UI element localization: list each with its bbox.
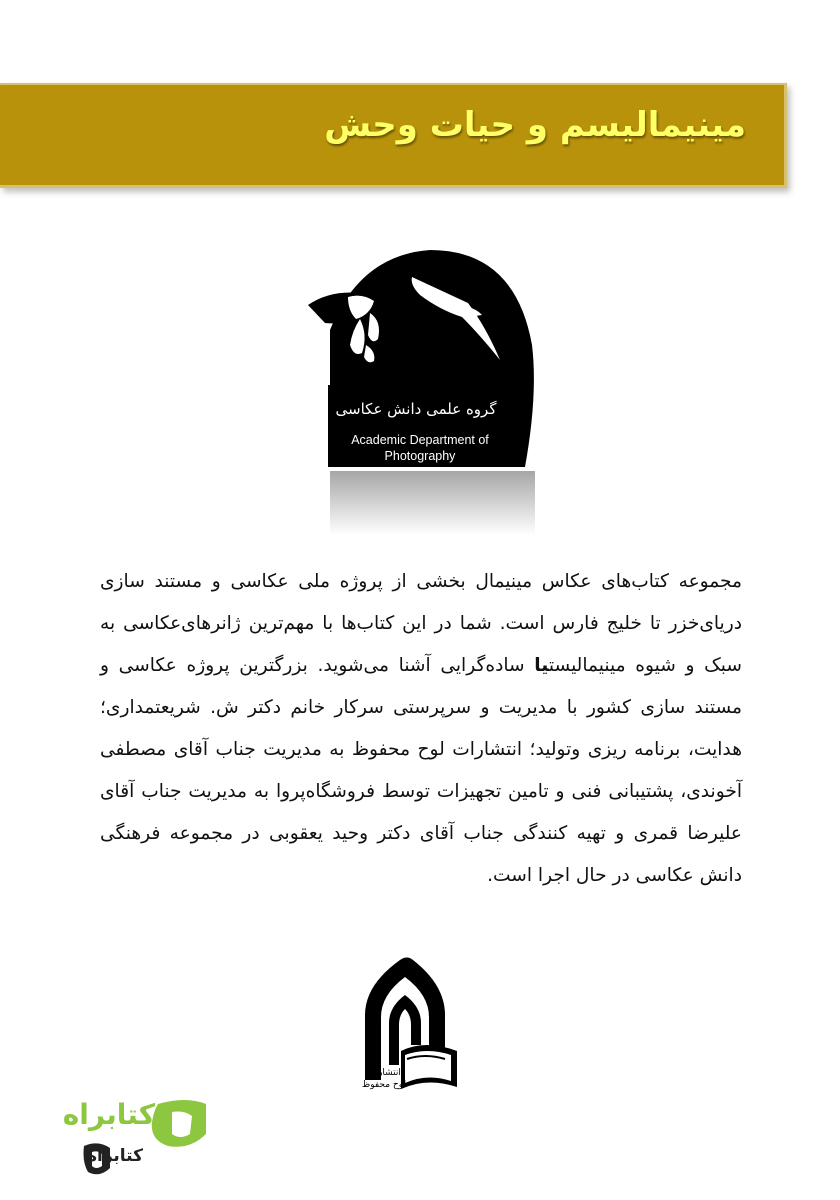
department-emblem: [290, 235, 550, 535]
emblem-graphic: [290, 235, 550, 535]
paragraph-bold-word: یا: [534, 655, 549, 676]
emblem-english-line: Photography: [384, 449, 456, 463]
paragraph-text: مجموعه کتاب‌های عکاس مینیمال بخشی از پروژه ملی عکاسی و مستند سازی دریای‌خزر تا خلیج فارس است. شما در این کتاب‌ها با مهم‌ترین ژانرهای‌عکاسی به سبک و شیوه مینیمالیست: [100, 571, 742, 676]
page-title: مینیمالیسم و حیات وحش: [324, 105, 746, 145]
paragraph-text: ساده‌گرایی آشنا می‌شوید. بزرگترین پروژه عکاسی و مستند سازی کشور با مدیریت و سرپرستی سرکار خانم دکتر ش. شریعتمداری؛ هدایت، برنامه ریزی وتولید؛ انتشارات لوح محفوظ به مدیریت جناب آقای مصطفی آخوندی، پشتیبانی فنی و تامین تجهیزات توسط فروشگاه‌پروا به مدیریت جناب آقای علیرضا قمری و تهیه کنندگی جناب آقای دکتر وحید یعقوبی در مجموعه فرهنگی دانش عکاسی در حال اجرا است.: [100, 655, 742, 886]
watermark-logo: [40, 1090, 215, 1185]
title-band: [0, 83, 787, 188]
publisher-label-line: لوح محفوظ: [361, 1080, 407, 1090]
publisher-label: [345, 1067, 423, 1091]
watermark-text-small: کتابراه: [86, 1146, 143, 1166]
publisher-logo: [345, 955, 475, 1095]
emblem-persian-label: گروه علمی دانش عکاسی: [335, 400, 497, 418]
intro-paragraph: [100, 561, 742, 897]
publisher-label-line: انتشارات: [367, 1068, 401, 1078]
watermark-text-large: کتابراه: [62, 1098, 155, 1131]
emblem-english-line: Academic Department of: [351, 433, 489, 447]
emblem-english-label: [330, 432, 510, 464]
